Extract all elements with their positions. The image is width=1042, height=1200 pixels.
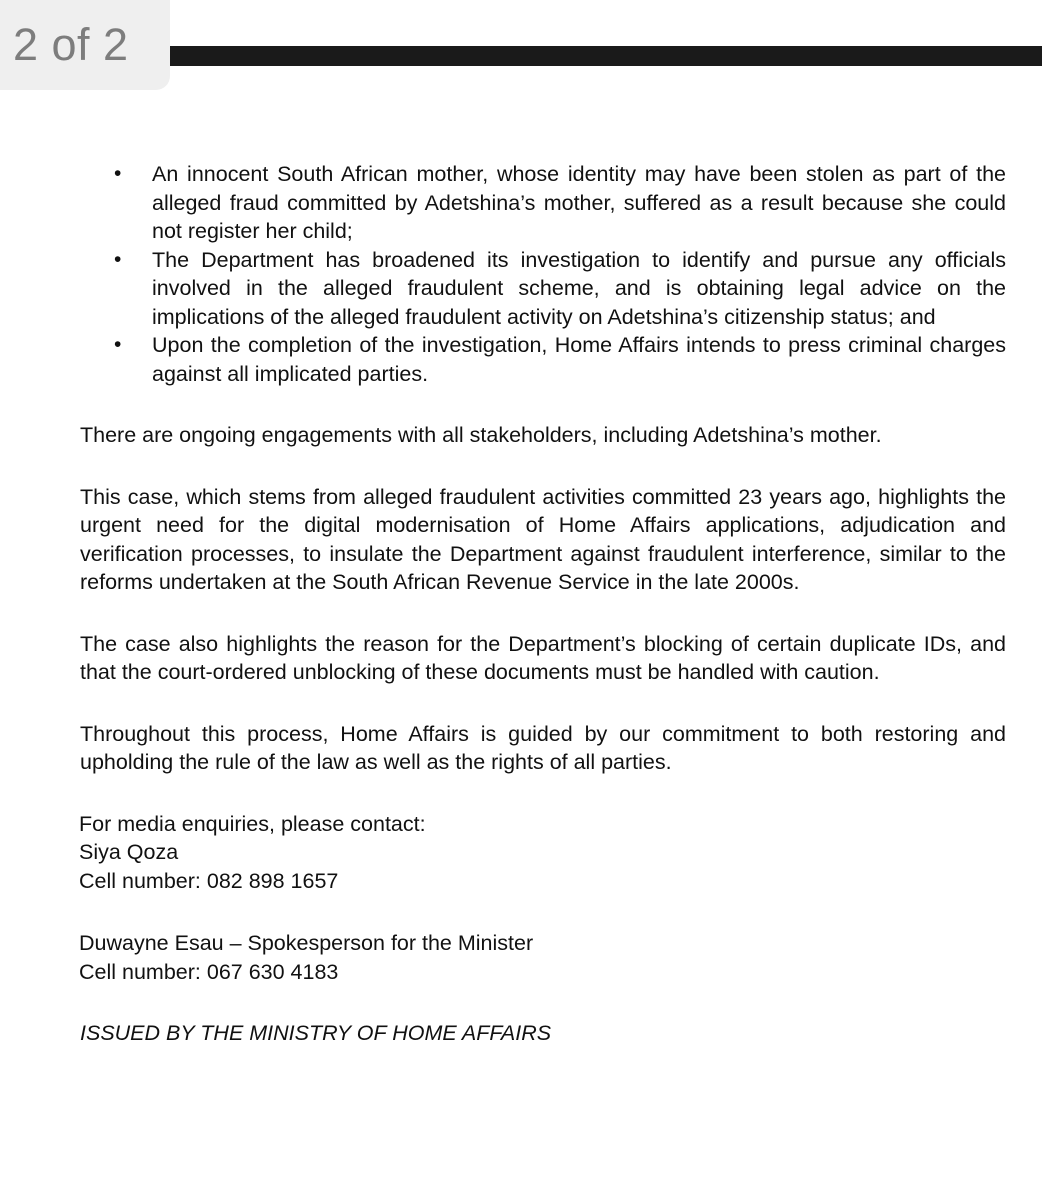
- header-rule: [170, 46, 1042, 66]
- bullet-text: An innocent South African mother, whose identity may have been stolen as part of the alleged fraud committed by Adetshina’s mother, suffered as a result because she could not register her child;: [152, 162, 1006, 243]
- paragraph-stakeholders: There are ongoing engagements with all stakeholders, including Adetshina’s mother.: [80, 423, 882, 447]
- bullet-text: The Department has broadened its investigation to identify and pursue any officials involved in the alleged fraudulent scheme, and is obtaining legal advice on the implications of the alleged fraudulent activity on Adetshina’s citizenship status; and: [152, 247, 1006, 329]
- paragraph-commitment: Throughout this process, Home Affairs is guided by our commitment to both restoring and upholding the rule of the law as well as the rights of all parties.: [80, 721, 1006, 774]
- page-indicator: 2 of 2: [13, 19, 129, 70]
- bullet-item: [80, 160, 1006, 246]
- bullet-dot-icon: •: [114, 333, 122, 356]
- contact-intro: For media enquiries, please contact:: [79, 811, 426, 836]
- issued-by: ISSUED BY THE MINISTRY OF HOME AFFAIRS: [80, 1021, 552, 1045]
- bullet-item: [80, 331, 1006, 388]
- document-body: [80, 160, 1006, 1048]
- bullet-dot-icon: •: [114, 247, 122, 271]
- bullet-text: Upon the completion of the investigation, Home Affairs intends to press criminal charges against all implicated parties.: [152, 333, 1006, 386]
- page-indicator-badge: [0, 0, 170, 90]
- bullet-list: [80, 160, 1006, 388]
- contact-secondary-cell: Cell number: 067 630 4183: [79, 959, 339, 984]
- contact-primary-cell: Cell number: 082 898 1657: [79, 868, 339, 893]
- paragraph-modernisation: This case, which stems from alleged fraudulent activities committed 23 years ago, highlights the urgent need for the digital modernisation of Home Affairs applications, adjudication and verification processes, to insulate the Department against fraudulent interference, similar to the reforms undertaken at the South African Revenue Service in the late 2000s.: [80, 484, 1006, 594]
- contact-secondary-name: Duwayne Esau – Spokesperson for the Minister: [79, 931, 534, 955]
- media-contacts: [79, 810, 1006, 987]
- bullet-dot-icon: •: [114, 162, 122, 185]
- bullet-item: [80, 246, 1006, 332]
- paragraph-duplicate-ids: The case also highlights the reason for the Department’s blocking of certain duplicate IDs, and that the court-ordered unblocking of these documents must be handled with caution.: [80, 631, 1006, 684]
- contact-primary-name: Siya Qoza: [79, 840, 179, 864]
